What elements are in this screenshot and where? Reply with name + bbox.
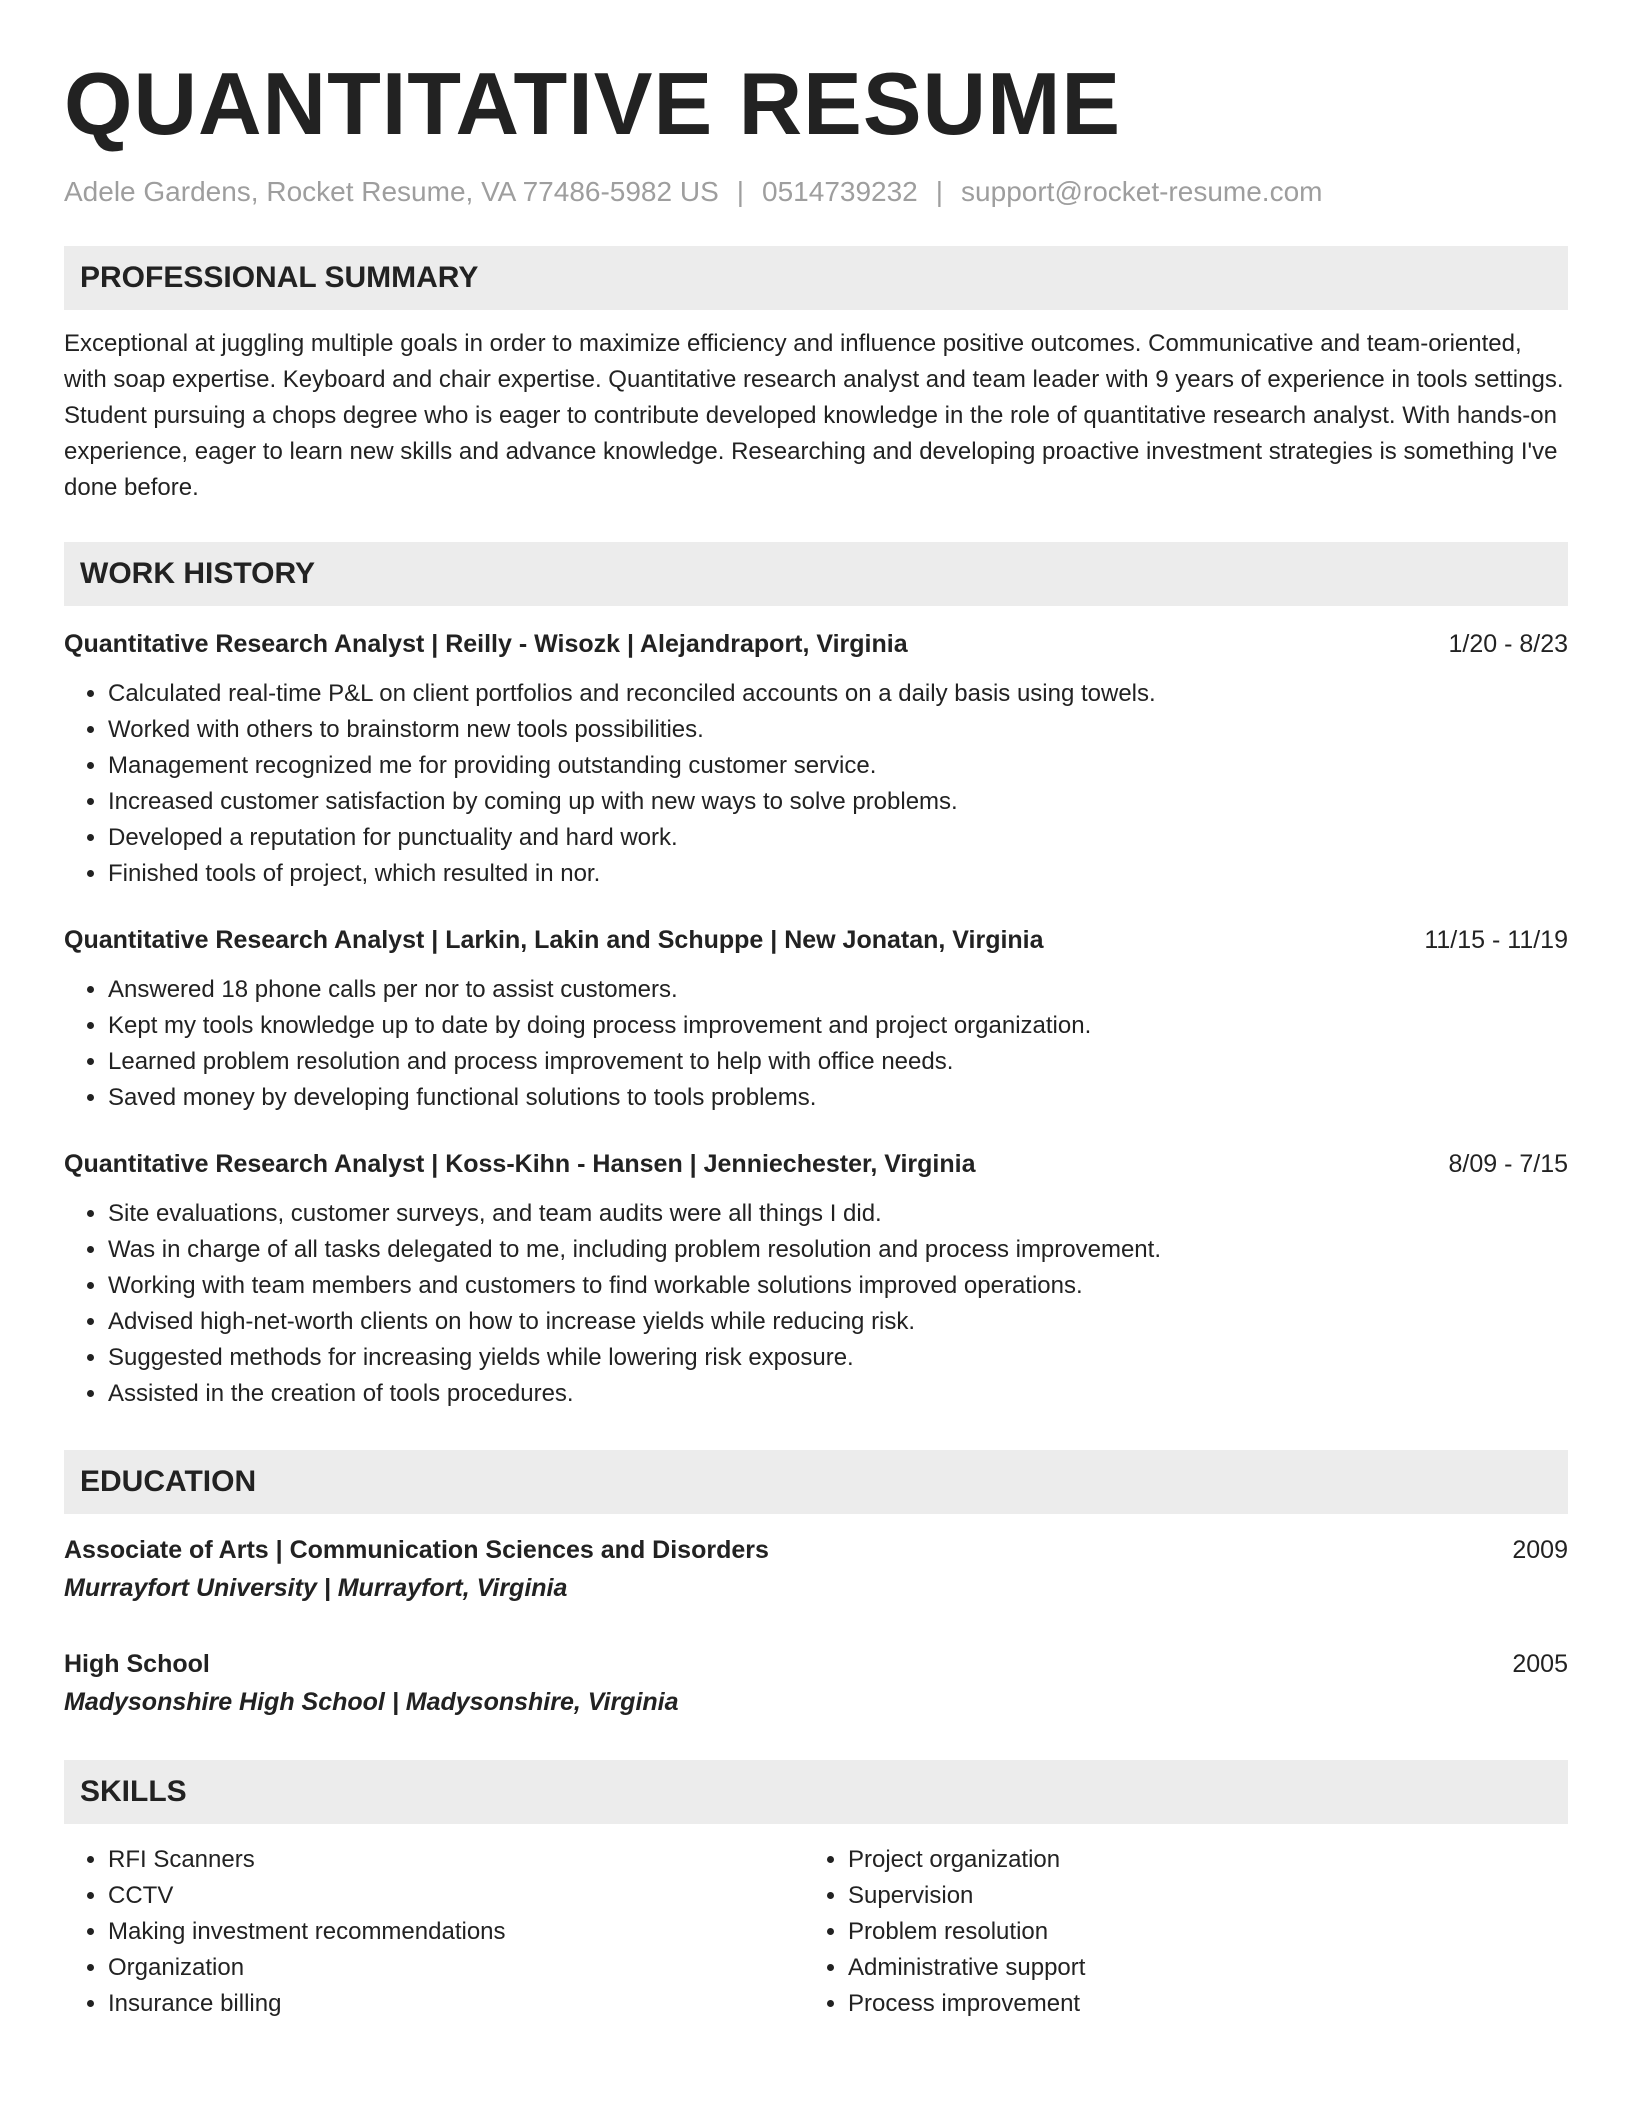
job-dates: 8/09 - 7/15: [1448, 1150, 1568, 1178]
education-year: 2005: [1512, 1650, 1568, 1678]
list-item: • Was in charge of all tasks delegated to me, including problem resolution and process improvement.: [108, 1232, 1568, 1268]
list-item: • Finished tools of project, which resulted in nor.: [108, 856, 1568, 892]
job-bullets: [64, 1196, 1568, 1412]
list-item: • CCTV: [108, 1878, 804, 1914]
contact-address: Adele Gardens, Rocket Resume, VA 77486-5982 US: [64, 176, 719, 207]
list-item: • Calculated real-time P&L on client portfolios and reconciled accounts on a daily basis using towels.: [108, 676, 1568, 712]
list-item: • Answered 18 phone calls per nor to assist customers.: [108, 972, 1568, 1008]
job-title: Quantitative Research Analyst | Reilly - Wisozk | Alejandraport, Virginia: [64, 630, 908, 658]
education-entry: [64, 1532, 1568, 1608]
list-item: • Project organization: [848, 1842, 1544, 1878]
education-school: Madysonshire High School | Madysonshire, Virginia: [64, 1688, 679, 1716]
skills-list: [64, 1842, 1568, 2022]
list-item: • Management recognized me for providing outstanding customer service.: [108, 748, 1568, 784]
job-dates: 1/20 - 8/23: [1448, 630, 1568, 658]
list-item: • Site evaluations, customer surveys, and team audits were all things I did.: [108, 1196, 1568, 1232]
list-item: • Assisted in the creation of tools procedures.: [108, 1376, 1568, 1412]
job-entry: [64, 1146, 1568, 1412]
list-item: • Increased customer satisfaction by coming up with new ways to solve problems.: [108, 784, 1568, 820]
education-year: 2009: [1512, 1536, 1568, 1564]
list-item: • Making investment recommendations: [108, 1914, 804, 1950]
list-item: • Saved money by developing functional solutions to tools problems.: [108, 1080, 1568, 1116]
resume-title: QUANTITATIVE RESUME: [64, 54, 1122, 153]
job-dates: 11/15 - 11/19: [1424, 926, 1568, 954]
list-item: • Organization: [108, 1950, 804, 1986]
section-header-education: EDUCATION: [64, 1450, 1568, 1514]
job-title: Quantitative Research Analyst | Koss-Kihn - Hansen | Jenniechester, Virginia: [64, 1150, 976, 1178]
section-header-skills: SKILLS: [64, 1760, 1568, 1824]
contact-line: [64, 174, 1568, 210]
education-entry: [64, 1646, 1568, 1722]
education-degree: High School: [64, 1650, 210, 1678]
list-item: • RFI Scanners: [108, 1842, 804, 1878]
contact-separator: |: [935, 176, 944, 207]
job-bullets: [64, 972, 1568, 1116]
list-item: • Supervision: [848, 1878, 1544, 1914]
contact-phone: 0514739232: [762, 176, 918, 207]
summary-text: Exceptional at juggling multiple goals in order to maximize efficiency and influence positive outcomes. Communicative and team-oriented, with soap expertise. Keyboard and chair expertise. Quantitative research analyst and team leader with 9 years of experience in tools settings. Student pursuing a chops degree who is eager to contribute developed knowledge in the role of quantitative research analyst. With hands-on experience, eager to learn new skills and advance knowledge. Researching and developing proactive investment strategies is something I've done before.: [64, 330, 1564, 501]
job-bullets: [64, 676, 1568, 892]
list-item: • Advised high-net-worth clients on how to increase yields while reducing risk.: [108, 1304, 1568, 1340]
education-school: Murrayfort University | Murrayfort, Virginia: [64, 1574, 568, 1602]
list-item: • Working with team members and customers to find workable solutions improved operations.: [108, 1268, 1568, 1304]
education-degree: Associate of Arts | Communication Sciences and Disorders: [64, 1536, 769, 1564]
list-item: • Insurance billing: [108, 1986, 804, 2022]
list-item: • Learned problem resolution and process improvement to help with office needs.: [108, 1044, 1568, 1080]
list-item: • Problem resolution: [848, 1914, 1544, 1950]
section-header-summary: PROFESSIONAL SUMMARY: [64, 246, 1568, 310]
list-item: • Process improvement: [848, 1986, 1544, 2022]
skills-column-right: [804, 1842, 1544, 2022]
section-header-work-history: WORK HISTORY: [64, 542, 1568, 606]
contact-email: support@rocket-resume.com: [961, 176, 1323, 207]
list-item: • Worked with others to brainstorm new tools possibilities.: [108, 712, 1568, 748]
job-entry: [64, 626, 1568, 892]
list-item: • Kept my tools knowledge up to date by doing process improvement and project organization.: [108, 1008, 1568, 1044]
job-entry: [64, 922, 1568, 1116]
skills-column-left: [64, 1842, 804, 2022]
list-item: • Suggested methods for increasing yields while lowering risk exposure.: [108, 1340, 1568, 1376]
job-title: Quantitative Research Analyst | Larkin, Lakin and Schuppe | New Jonatan, Virginia: [64, 926, 1044, 954]
list-item: • Developed a reputation for punctuality and hard work.: [108, 820, 1568, 856]
list-item: • Administrative support: [848, 1950, 1544, 1986]
contact-separator: |: [736, 176, 745, 207]
